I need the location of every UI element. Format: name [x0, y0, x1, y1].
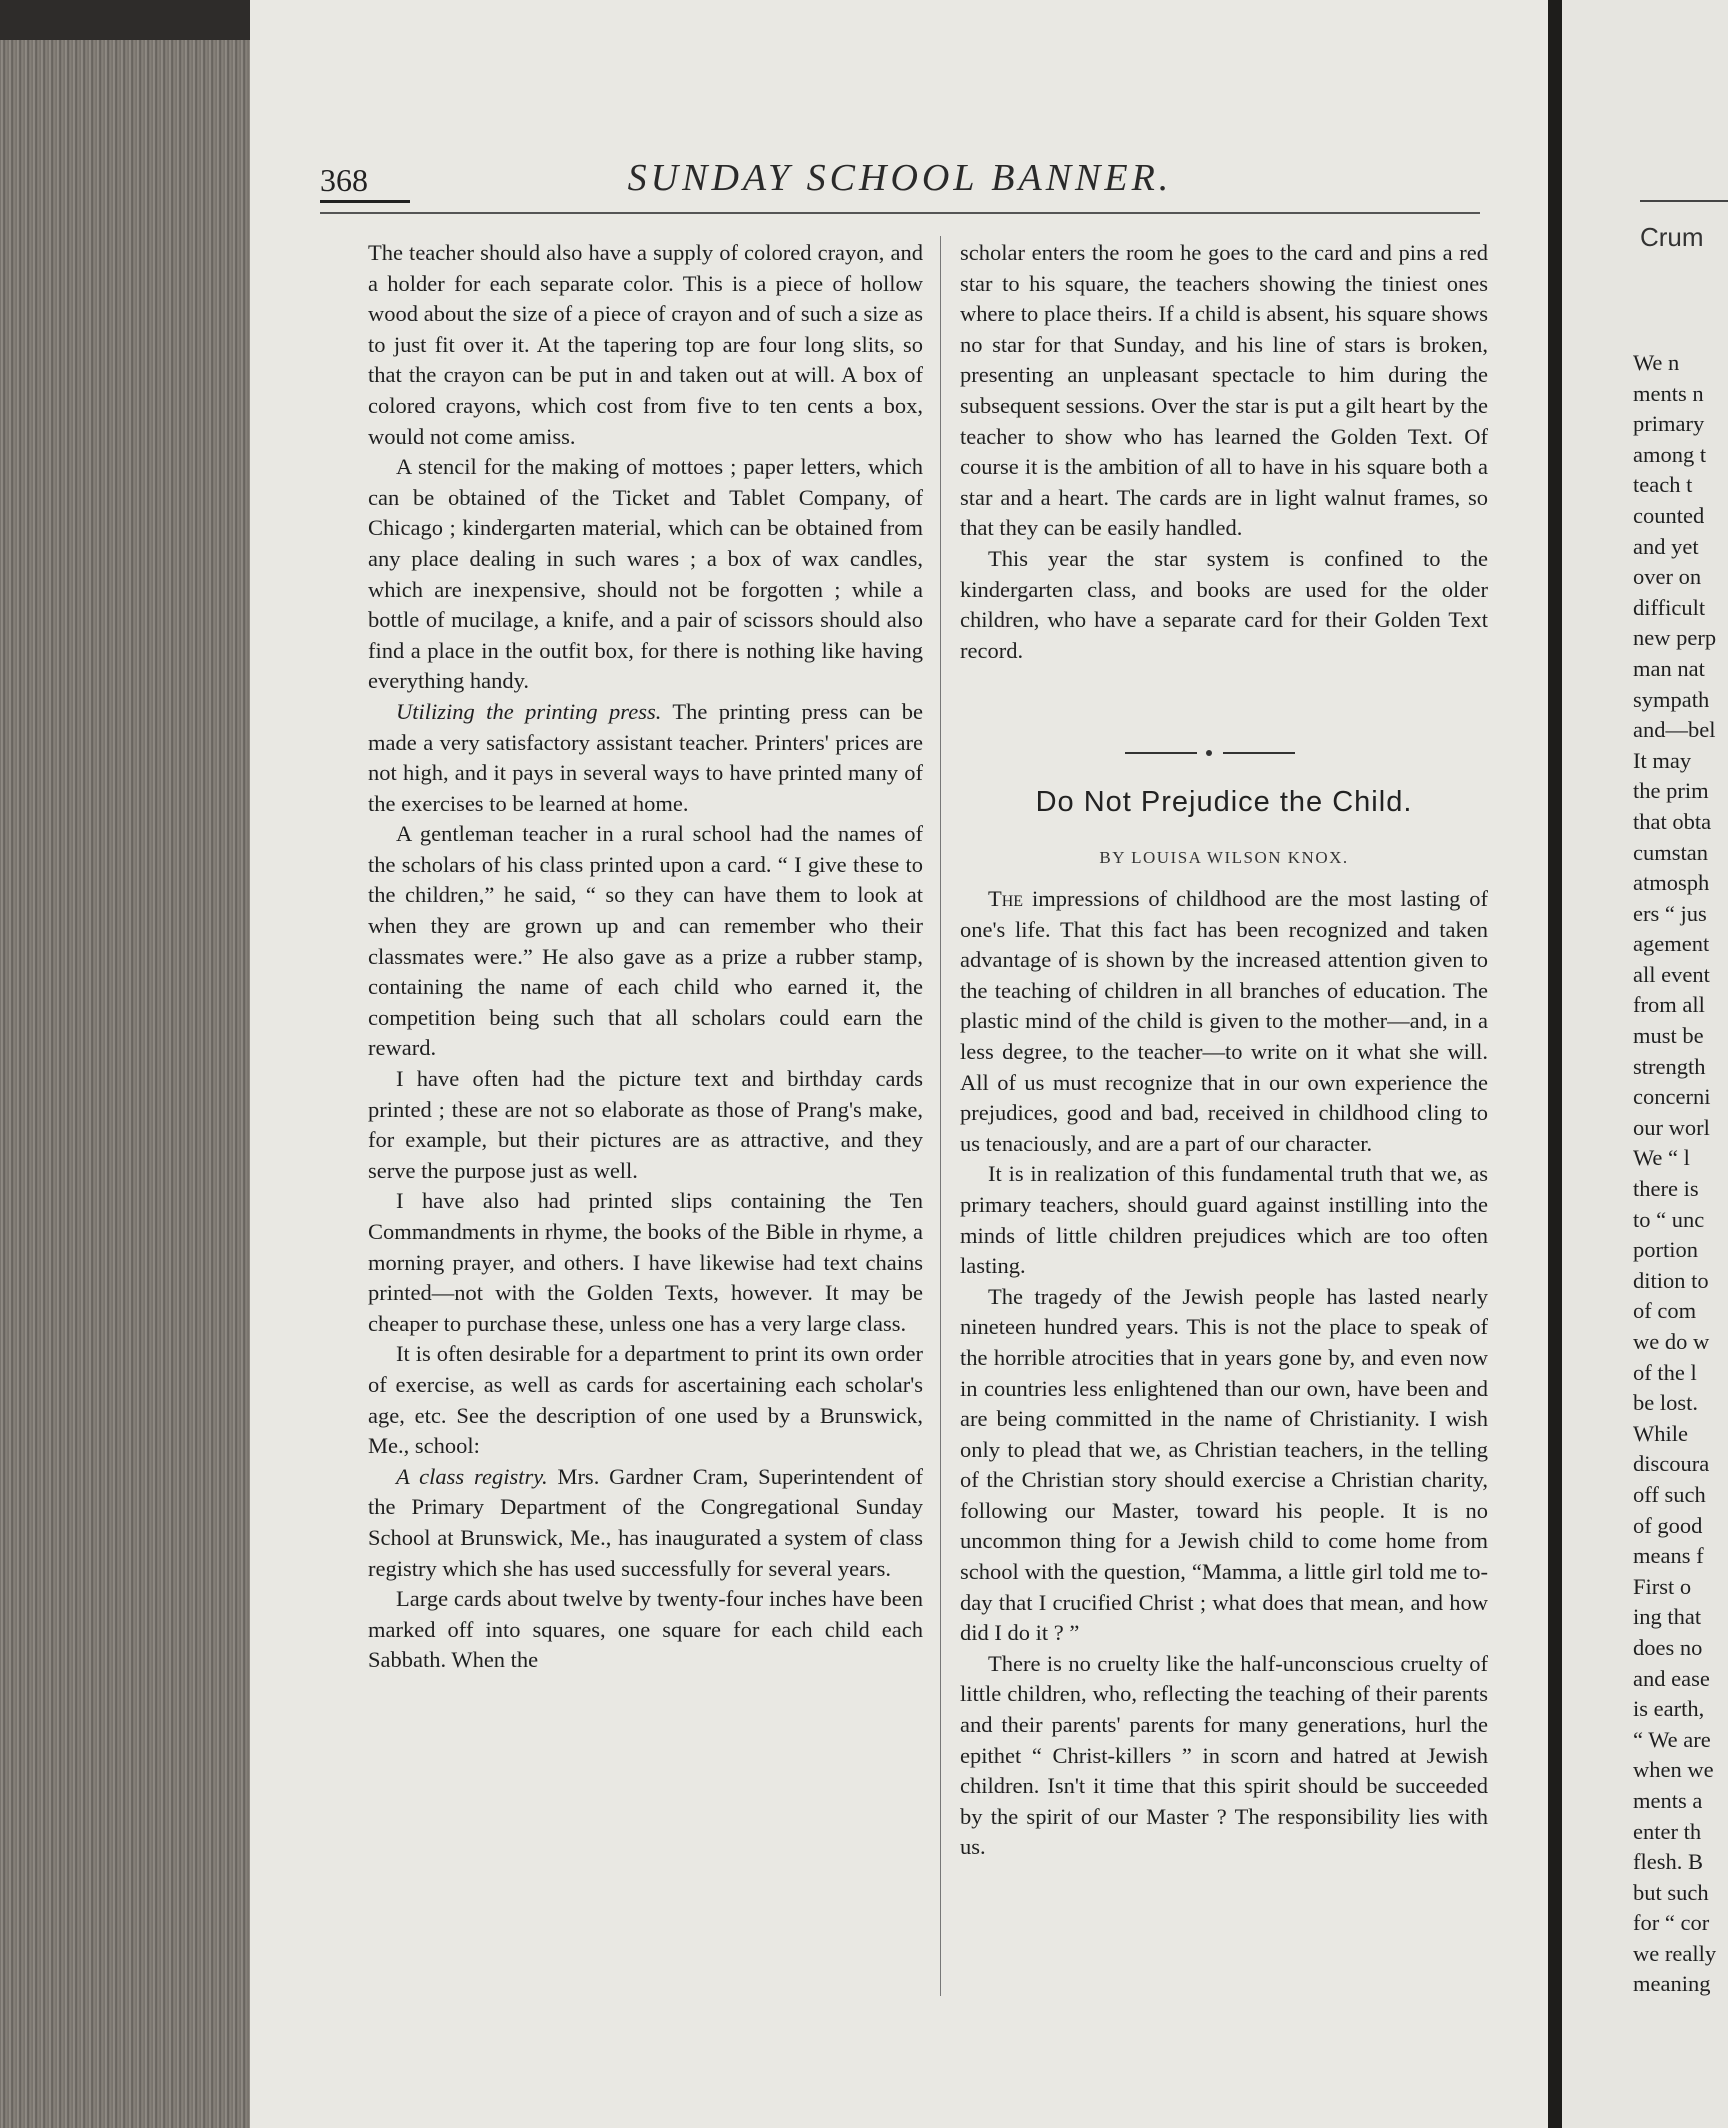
- running-title: SUNDAY SCHOOL BANNER.: [627, 157, 1173, 199]
- facing-page-line: concerni: [1633, 1084, 1711, 1110]
- paragraph: I have also had printed slips containing the Ten Commandments in rhyme, the books of the Bible in rhyme, a morning prayer, and others. I have likewise had text chains printed—not with the Golden Texts, however. It may be cheaper to purchase these, unless one has a very large class.: [368, 1188, 923, 1336]
- paragraph-opening: [960, 884, 1488, 1159]
- facing-page-line: when we: [1633, 1757, 1714, 1783]
- facing-page-line: of com: [1633, 1298, 1697, 1324]
- facing-page-line: counted: [1633, 502, 1705, 528]
- paragraph: The tragedy of the Jewish people has lasted nearly nineteen hundred years. This is not the place to speak of the horrible atrocities that in years gone by, and even now in countries less enlightened than our own, have been and are being committed in the name of Christianity. I wish only to plead that we, as Christian teachers, in the telling of the Christian story should exercise a Christian charity, following our Master, toward his people. It is no uncommon thing for a Jewish child to come home from school with the question, “Mamma, a little girl told me to-day that I crucified Christ ; what does that mean, and how did I do it ? ”: [960, 1283, 1488, 1646]
- facing-page-line: enter th: [1633, 1818, 1702, 1844]
- article-title: Do Not Prejudice the Child.: [1035, 786, 1413, 818]
- facing-page-line: to “ unc: [1633, 1206, 1705, 1232]
- printing-text: The printing press can be made a very satisfactory assistant teacher. Printers' prices are not high, and it pays in several ways to have printed many of the exercises to be learned at home.: [368, 698, 924, 816]
- book-page-edges: [0, 0, 250, 2128]
- facing-page-line: be lost.: [1633, 1390, 1698, 1416]
- facing-page-line: difficult: [1633, 594, 1706, 620]
- registry-lead: A class registry.: [396, 1463, 548, 1489]
- facing-page-line: discoura: [1633, 1451, 1710, 1477]
- facing-page-line: of the l: [1633, 1359, 1697, 1385]
- facing-page-line: teach t: [1633, 472, 1693, 498]
- facing-page-line: and—bel: [1633, 717, 1716, 743]
- facing-page-line: While: [1633, 1420, 1688, 1446]
- facing-page-line: is earth,: [1633, 1696, 1705, 1722]
- printing-lead: Utilizing the printing press.: [396, 698, 662, 724]
- column-divider: [940, 236, 941, 1996]
- facing-page-line: of good: [1633, 1512, 1703, 1538]
- paragraph: The teacher should also have a supply of colored crayon, and a holder for each separate color. This is a piece of hollow wood about the size of a piece of crayon and of such a size as to just fit over it. At the tapering top are four long slits, so that the crayon can be put in and taken out at will. A box of colored crayons, which cost from five to ten cents a box, would not come amiss.: [368, 240, 923, 449]
- facing-page-line: First o: [1633, 1573, 1692, 1599]
- facing-page-line: cumstan: [1633, 839, 1708, 865]
- facing-page-line: It may: [1633, 747, 1692, 773]
- opening-word: The: [988, 886, 1024, 911]
- facing-page-line: we do w: [1633, 1329, 1710, 1354]
- facing-page-line: we really: [1633, 1940, 1717, 1966]
- facing-page-line: portion: [1633, 1237, 1698, 1263]
- facing-page-line: but such: [1633, 1879, 1709, 1905]
- facing-page-line: ments n: [1633, 380, 1704, 406]
- paragraph-printing: [368, 697, 923, 819]
- paragraph: Large cards about twelve by twenty-four inches have been marked off into squares, one square for each child each Sabbath. When the: [368, 1586, 923, 1673]
- facing-page-line: “ We are: [1633, 1726, 1711, 1752]
- page-header: [320, 152, 1480, 212]
- header-rule: [320, 212, 1480, 214]
- page-number-strike: [320, 200, 410, 203]
- facing-page-line: flesh. B: [1633, 1849, 1703, 1875]
- facing-page-line: among t: [1633, 441, 1707, 467]
- facing-page-line: must be: [1633, 1023, 1704, 1049]
- facing-page-line: sympath: [1633, 686, 1710, 712]
- facing-page-rule: [1640, 200, 1728, 202]
- facing-page-line: ing that: [1633, 1604, 1702, 1630]
- paragraph: This year the star system is confined to the kindergarten class, and books are used for the older children, who have a separate card for their Golden Text record.: [960, 545, 1488, 663]
- article-body: [960, 884, 1488, 1863]
- facing-page-line: primary: [1633, 411, 1705, 437]
- paragraph: It is in realization of this fundamental truth that we, as primary teachers, should guard against instilling into the minds of little children prejudices which are too often lasting.: [960, 1161, 1488, 1279]
- facing-page-line: and yet: [1633, 533, 1699, 559]
- facing-page-line: from all: [1633, 992, 1705, 1018]
- paragraph: I have often had the picture text and birthday cards printed ; these are not so elaborate as those of Prang's make, for example, but their pictures are as attractive, and they serve the purpose just as well.: [368, 1066, 923, 1183]
- facing-page-title: Crum: [1640, 222, 1704, 252]
- book-edge-shadow: [0, 0, 250, 40]
- facing-page-line: man nat: [1633, 655, 1705, 681]
- facing-page-line: off such: [1633, 1481, 1706, 1507]
- facing-page-line: strength: [1633, 1053, 1706, 1079]
- facing-page-line: over on: [1633, 564, 1702, 590]
- facing-page-line: atmosph: [1633, 870, 1710, 896]
- opening-text: impressions of childhood are the most lasting of one's life. That this fact has been recognized and taken advantage of is shown by the increased attention given to the teaching of children in all branches of education. The plastic mind of the child is given to the mother—and, in a less degree, to the teacher—to write on it what she will. All of us must recognize that in our own experience the prejudices, good and bad, received in childhood cling to us tenaciously, and are a part of our character.: [960, 886, 1488, 1156]
- facing-page-line: new perp: [1633, 625, 1717, 651]
- paragraph: A gentleman teacher in a rural school had the names of the scholars of his class printed upon a card. “ I give these to the children,” he said, “ so they can have them to look at when they are grown up and can remember who their classmates were.” He also gave as a prize a rubber stamp, containing the name of each child who earned it, the competition being such that all scholars could earn the reward.: [368, 821, 923, 1061]
- facing-page-line: ments a: [1633, 1787, 1703, 1813]
- facing-page-line: agement: [1633, 931, 1710, 957]
- facing-page-line: that obta: [1633, 808, 1712, 834]
- section-ornament: [1125, 750, 1295, 756]
- facing-page-line: We n: [1633, 350, 1680, 375]
- paragraph-registry: [368, 1462, 923, 1584]
- paragraph: A stencil for the making of mottoes ; paper letters, which can be obtained of the Ticket and Tablet Company, of Chicago ; kindergarten material, which can be obtained from any place dealing in such wares ; a box of wax candles, which are inexpensive, should not be forgotten ; while a bottle of mucilage, a knife, and a pair of scissors should also find a place in the outfit box, for there is nothing like having everything handy.: [368, 454, 923, 694]
- right-column-top: [960, 238, 1488, 666]
- facing-page-line: all event: [1633, 961, 1710, 987]
- left-column: [368, 238, 923, 1676]
- book-gutter: [1548, 0, 1562, 2128]
- paragraph: There is no cruelty like the half-unconscious cruelty of little children, who, reflecting the teaching of their parents and their parents' parents for many generations, hurl the epithet “ Christ-killers ” in scorn and hatred at Jewish children. Isn't it time that this spirit should be succeeded by the spirit of our Master ? The responsibility lies with us.: [960, 1650, 1488, 1860]
- facing-page-line: and ease: [1633, 1665, 1710, 1691]
- paragraph: scholar enters the room he goes to the card and pins a red star to his square, the teachers showing the tiniest ones where to place theirs. If a child is absent, his square shows no star for that Sunday, and his line of stars is broken, presenting an unpleasant spectacle to him during the subsequent sessions. Over the star is put a gilt heart by the teacher to show who has learned the Golden Text. Of course it is the ambition of all to have in his square both a star and a heart. The cards are in light walnut frames, so that they can be easily handled.: [960, 240, 1488, 541]
- facing-page-line: ers “ jus: [1633, 900, 1707, 926]
- facing-page-line: meaning: [1633, 1971, 1711, 1997]
- article-byline: BY LOUISA WILSON KNOX.: [1099, 848, 1349, 867]
- registry-text: Mrs. Gardner Cram, Superintendent of the Primary Department of the Congregational Sunday School at Brunswick, Me., has inaugurated a system of class registry which she has used successfully for several years.: [368, 1463, 923, 1581]
- facing-page-line: for “ cor: [1633, 1910, 1710, 1936]
- paragraph: It is often desirable for a department to print its own order of exercise, as well as cards for ascertaining each scholar's age, etc. See the description of one used by a Brunswick, Me., school:: [368, 1341, 923, 1459]
- page-number: 368: [320, 162, 368, 198]
- facing-page-text: [1633, 348, 1728, 2000]
- facing-page-line: does no: [1633, 1634, 1703, 1660]
- facing-page-line: dition to: [1633, 1267, 1709, 1293]
- facing-page-line: We “ l: [1633, 1145, 1690, 1171]
- facing-page-line: our worl: [1633, 1114, 1710, 1140]
- facing-page-line: there is: [1633, 1176, 1699, 1202]
- facing-page-line: the prim: [1633, 778, 1709, 804]
- facing-page-line: means f: [1633, 1543, 1704, 1569]
